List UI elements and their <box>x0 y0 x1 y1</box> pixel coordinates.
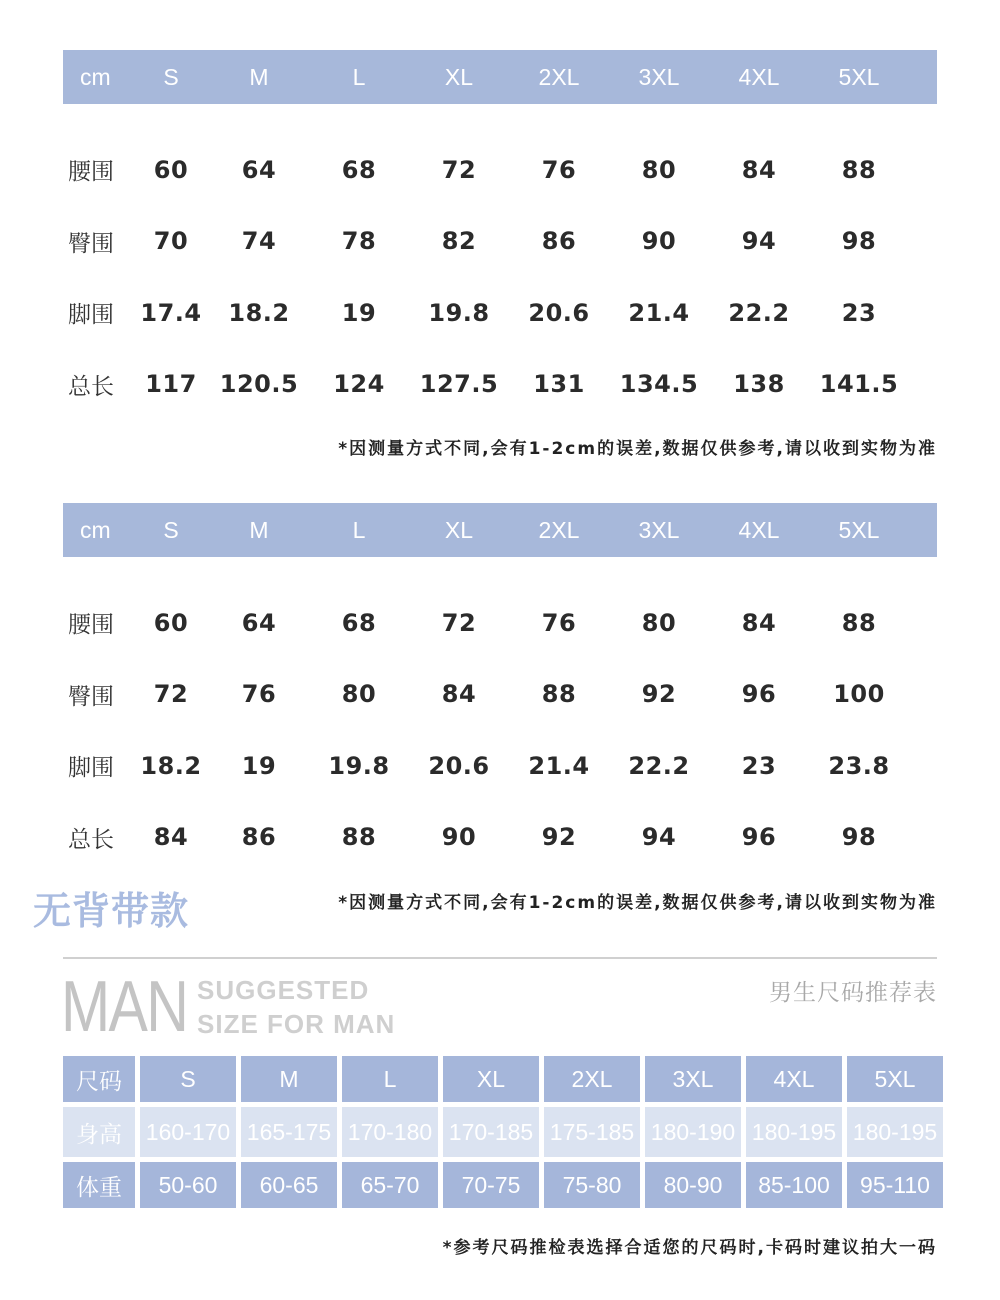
table-cell: 92 <box>541 823 577 852</box>
table-row <box>63 134 937 206</box>
man-heading: MAN <box>61 967 188 1047</box>
table-cell: 96 <box>741 823 777 852</box>
table-cell: 98 <box>841 227 877 256</box>
size-table-header <box>63 503 937 557</box>
table-cell: 90 <box>641 227 677 256</box>
table-cell: 60-65 <box>241 1162 337 1208</box>
header-size-m: M <box>249 516 269 543</box>
header-size-2xl: 2XL <box>538 63 580 90</box>
table-row <box>63 206 937 278</box>
header-size-l: L <box>352 516 366 543</box>
table-cell: 60 <box>153 608 189 637</box>
table-cell: 72 <box>441 155 477 184</box>
table-cell: 86 <box>241 823 277 852</box>
table-cell: 131 <box>533 370 585 399</box>
table-cell: 96 <box>741 680 777 709</box>
table-cell: 94 <box>641 823 677 852</box>
table-cell: 124 <box>333 370 385 399</box>
row-label: 脚围 <box>68 302 114 329</box>
size-table-1 <box>63 50 937 420</box>
row-label: 总长 <box>68 826 114 853</box>
table-cell: 80 <box>641 608 677 637</box>
table-cell: 18.2 <box>228 298 290 327</box>
header-unit: cm <box>80 63 111 90</box>
table-cell: 88 <box>341 823 377 852</box>
table-row <box>63 587 937 659</box>
table-cell: 78 <box>341 227 377 256</box>
table-cell: 22.2 <box>628 751 690 780</box>
recommend-weight-row <box>63 1162 937 1208</box>
table-cell: 180-195 <box>746 1107 842 1157</box>
table-row <box>63 349 937 421</box>
recommend-header-cell: M <box>241 1056 337 1102</box>
recommend-header-cell: 4XL <box>746 1056 842 1102</box>
table-cell: 75-80 <box>544 1162 640 1208</box>
table-cell: 76 <box>241 680 277 709</box>
recommend-header-cell: 3XL <box>645 1056 741 1102</box>
table-cell: 138 <box>733 370 785 399</box>
table-cell: 64 <box>241 608 277 637</box>
table-cell: 19.8 <box>428 298 490 327</box>
recommend-height-row <box>63 1107 937 1157</box>
table-cell: 76 <box>541 608 577 637</box>
size-table-header <box>63 50 937 104</box>
header-size-3xl: 3XL <box>638 516 680 543</box>
row-label: 臀围 <box>68 230 114 257</box>
table-cell: 20.6 <box>528 298 590 327</box>
table-cell: 68 <box>341 155 377 184</box>
header-size-l: L <box>352 63 366 90</box>
table-cell: 21.4 <box>628 298 690 327</box>
recommend-header-cell: S <box>140 1056 236 1102</box>
table-cell: 95-110 <box>847 1162 943 1208</box>
row-label: 体重 <box>63 1162 135 1208</box>
table-cell: 88 <box>841 608 877 637</box>
table-cell: 92 <box>641 680 677 709</box>
table-cell: 20.6 <box>428 751 490 780</box>
size-table-body <box>63 104 937 420</box>
table-cell: 127.5 <box>419 370 499 399</box>
table-cell: 80 <box>641 155 677 184</box>
table-cell: 120.5 <box>219 370 299 399</box>
table-cell: 170-180 <box>342 1107 438 1157</box>
table-cell: 72 <box>441 608 477 637</box>
table-cell: 84 <box>741 608 777 637</box>
table-cell: 19 <box>241 751 277 780</box>
table-cell: 100 <box>833 680 885 709</box>
table-cell: 23 <box>841 298 877 327</box>
table-cell: 180-190 <box>645 1107 741 1157</box>
table-cell: 74 <box>241 227 277 256</box>
header-size-4xl: 4XL <box>738 63 780 90</box>
man-subheading-1: SUGGESTED <box>197 975 370 1005</box>
size-table-body <box>63 557 937 873</box>
table-cell: 76 <box>541 155 577 184</box>
table-cell: 68 <box>341 608 377 637</box>
table-cell: 21.4 <box>528 751 590 780</box>
header-size-s: S <box>163 516 179 543</box>
row-label: 腰围 <box>68 612 114 639</box>
header-size-3xl: 3XL <box>638 63 680 90</box>
recommend-header-cell: XL <box>443 1056 539 1102</box>
table-cell: 50-60 <box>140 1162 236 1208</box>
header-size-5xl: 5XL <box>838 63 880 90</box>
table-cell: 60 <box>153 155 189 184</box>
table-cell: 160-170 <box>140 1107 236 1157</box>
table-cell: 80-90 <box>645 1162 741 1208</box>
row-label: 身高 <box>63 1107 135 1157</box>
table-cell: 22.2 <box>728 298 790 327</box>
header-size-2xl: 2XL <box>538 516 580 543</box>
recommend-header-cell: 2XL <box>544 1056 640 1102</box>
table-row <box>63 277 937 349</box>
row-label: 总长 <box>68 373 114 400</box>
header-size-m: M <box>249 63 269 90</box>
header-unit: cm <box>80 516 111 543</box>
table-row <box>63 730 937 802</box>
row-label: 臀围 <box>68 683 114 710</box>
table-cell: 180-195 <box>847 1107 943 1157</box>
table-row <box>63 802 937 874</box>
table-cell: 134.5 <box>619 370 699 399</box>
table-cell: 84 <box>741 155 777 184</box>
table-cell: 94 <box>741 227 777 256</box>
header-size-4xl: 4XL <box>738 516 780 543</box>
man-subheading-2: SIZE FOR MAN <box>197 1009 396 1039</box>
table-cell: 165-175 <box>241 1107 337 1157</box>
table-cell: 80 <box>341 680 377 709</box>
table-cell: 84 <box>441 680 477 709</box>
recommend-table <box>63 1056 937 1213</box>
measurement-note: *因测量方式不同,会有1-2cm的误差,数据仅供参考,请以收到实物为准 <box>338 893 937 913</box>
table-cell: 70 <box>153 227 189 256</box>
table-cell: 64 <box>241 155 277 184</box>
man-chart-title: 男生尺码推荐表 <box>769 980 937 1006</box>
header-size-xl: XL <box>444 516 474 543</box>
header-size-5xl: 5XL <box>838 516 880 543</box>
table-cell: 175-185 <box>544 1107 640 1157</box>
no-strap-tag: 无背带款 <box>33 889 190 933</box>
table-cell: 141.5 <box>819 370 899 399</box>
recommend-header-row <box>63 1056 937 1102</box>
table-cell: 19 <box>341 298 377 327</box>
row-label: 脚围 <box>68 755 114 782</box>
recommend-header-label: 尺码 <box>63 1056 135 1102</box>
table-cell: 17.4 <box>140 298 202 327</box>
table-cell: 23.8 <box>828 751 890 780</box>
size-table-2 <box>63 503 937 873</box>
measurement-note: *因测量方式不同,会有1-2cm的误差,数据仅供参考,请以收到实物为准 <box>338 439 937 459</box>
header-size-s: S <box>163 63 179 90</box>
table-cell: 98 <box>841 823 877 852</box>
table-cell: 70-75 <box>443 1162 539 1208</box>
table-cell: 65-70 <box>342 1162 438 1208</box>
table-cell: 117 <box>145 370 197 399</box>
row-label: 腰围 <box>68 159 114 186</box>
table-cell: 90 <box>441 823 477 852</box>
table-cell: 85-100 <box>746 1162 842 1208</box>
table-cell: 84 <box>153 823 189 852</box>
table-cell: 82 <box>441 227 477 256</box>
table-cell: 19.8 <box>328 751 390 780</box>
table-cell: 86 <box>541 227 577 256</box>
recommend-header-cell: 5XL <box>847 1056 943 1102</box>
recommend-header-cell: L <box>342 1056 438 1102</box>
table-cell: 88 <box>841 155 877 184</box>
table-cell: 18.2 <box>140 751 202 780</box>
recommend-note: *参考尺码推检表选择合适您的尺码时,卡码时建议拍大一码 <box>442 1238 937 1258</box>
table-row <box>63 659 937 731</box>
header-size-xl: XL <box>444 63 474 90</box>
table-cell: 23 <box>741 751 777 780</box>
table-cell: 72 <box>153 680 189 709</box>
table-cell: 170-185 <box>443 1107 539 1157</box>
section-divider <box>63 957 937 959</box>
table-cell: 88 <box>541 680 577 709</box>
